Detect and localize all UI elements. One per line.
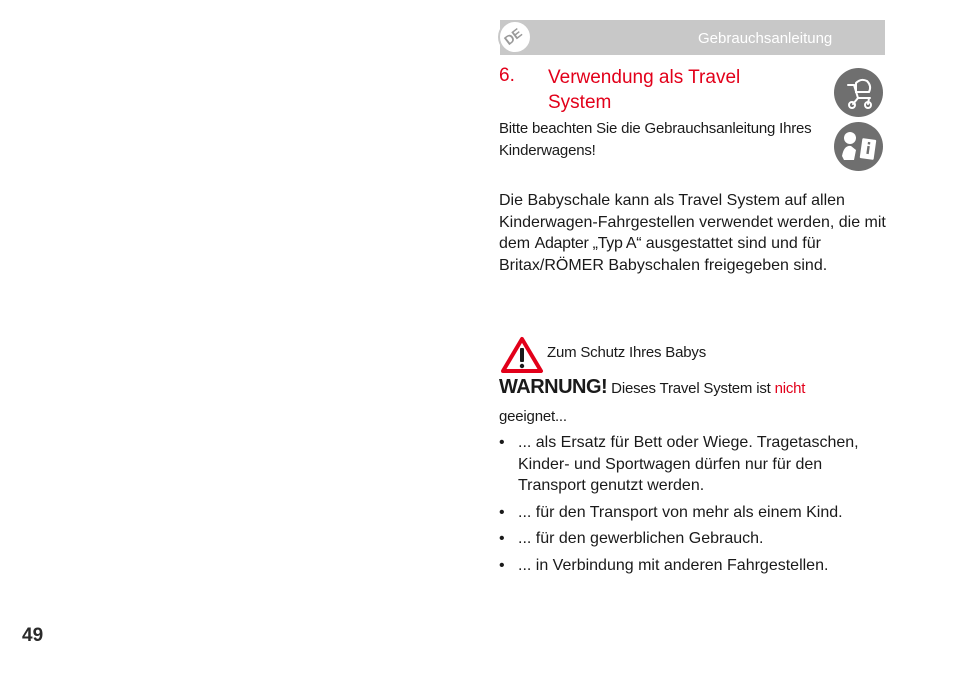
read-manual-icon [834,122,883,171]
list-item-text: ... in Verbindung mit anderen Fahrgestellen. [518,556,829,574]
list-item [499,432,884,497]
restriction-list [499,432,884,581]
paragraph-text-1: Die Babyschale kann als Travel System auf allen Kinderwagen-Fahrgestellen verwendet werden, die mit dem [499,192,886,252]
header-title: Gebrauchsanleitung [698,30,833,47]
list-item-text: ... für den gewerblichen Gebrauch. [518,530,764,547]
bullet-marker: • [499,503,505,521]
list-item [499,502,884,524]
stroller-manual-notice: Bitte beachten Sie die Gebrauchsanleitung Ihres Kinderwagens! [499,120,812,159]
language-badge [498,20,532,54]
warning-statement [499,377,879,399]
baby-protection-label: Zum Schutz Ihres Babys [547,344,706,361]
list-item [499,555,884,577]
travel-system-paragraph [499,190,889,276]
section-title: Verwendung als Travel System [548,67,741,113]
language-badge-label: DE [501,25,525,48]
warning-text: Dieses Travel System ist [607,380,775,397]
adapter-type-label: Adapter „Typ A“ [534,235,642,252]
warning-highlight: nicht [774,380,806,397]
section-number: 6. [499,65,515,86]
warning-text-continued: geeignet... [499,408,567,425]
bullet-marker: • [499,530,505,547]
warning-keyword: WARNUNG! [499,376,608,398]
list-item-text: ... als Ersatz für Bett oder Wiege. Tragetaschen, Kinder- und Sportwagen dürfen nur für den Transport genutzt werden. [518,434,859,494]
warning-triangle-icon [500,336,544,374]
bullet-marker: • [499,556,505,574]
list-item [499,528,884,550]
bullet-marker: • [499,434,505,451]
stroller-icon [834,68,883,117]
paragraph-text-2: ausgestattet sind und für Britax/RÖMER Babyschalen freigegeben sind. [499,235,828,274]
page-number: 49 [22,625,44,646]
list-item-text: ... für den Transport von mehr als einem Kind. [518,503,843,521]
